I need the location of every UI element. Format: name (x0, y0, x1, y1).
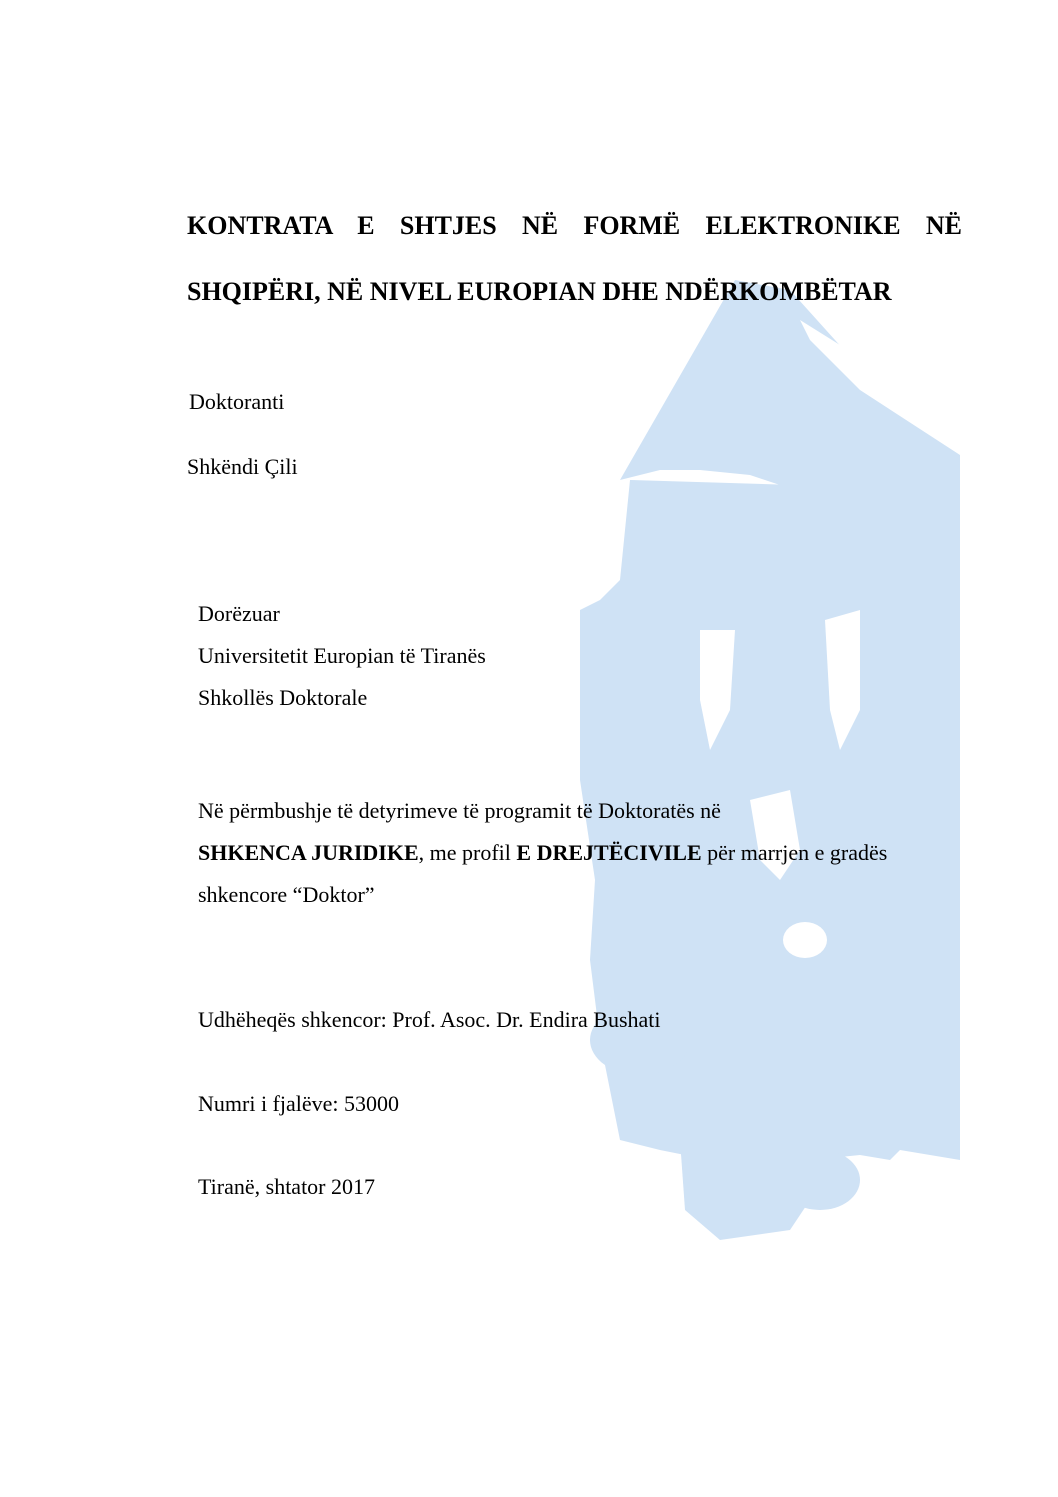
word-count: Numri i fjalëve: 53000 (198, 1091, 400, 1116)
field-of-study: SHKENCA JURIDIKE (198, 840, 419, 865)
submission-line-1: Dorëzuar (198, 601, 280, 626)
fulfilment-line-3: shkencore “Doktor” (198, 882, 375, 907)
fulfilment-line-2 (198, 840, 887, 866)
supervisor: Udhëheqës shkencor: Prof. Asoc. Dr. Endira Bushati (198, 1007, 661, 1032)
author-label: Doktoranti (189, 389, 285, 414)
fulfilment-line-1: Në përmbushje të detyrimeve të programit të Doktoratës në (198, 798, 721, 823)
author-name: Shkëndi Çili (187, 454, 298, 479)
thesis-title-line-2: SHQIPËRI, NË NIVEL EUROPIAN DHE NDËRKOMBËTAR (187, 277, 892, 306)
profile-name: E DREJTËCIVILE (516, 840, 702, 865)
fulfilment-connector: , me profil (418, 840, 517, 865)
fulfilment-ending: për marrjen e gradës (701, 840, 888, 865)
thesis-title-line-1: KONTRATA E SHTJES NË FORMË ELEKTRONIKE NË (187, 211, 962, 240)
submission-line-3: Shkollës Doktorale (198, 685, 368, 710)
place-date: Tiranë, shtator 2017 (198, 1174, 376, 1199)
submission-line-2: Universitetit Europian të Tiranës (198, 643, 486, 668)
